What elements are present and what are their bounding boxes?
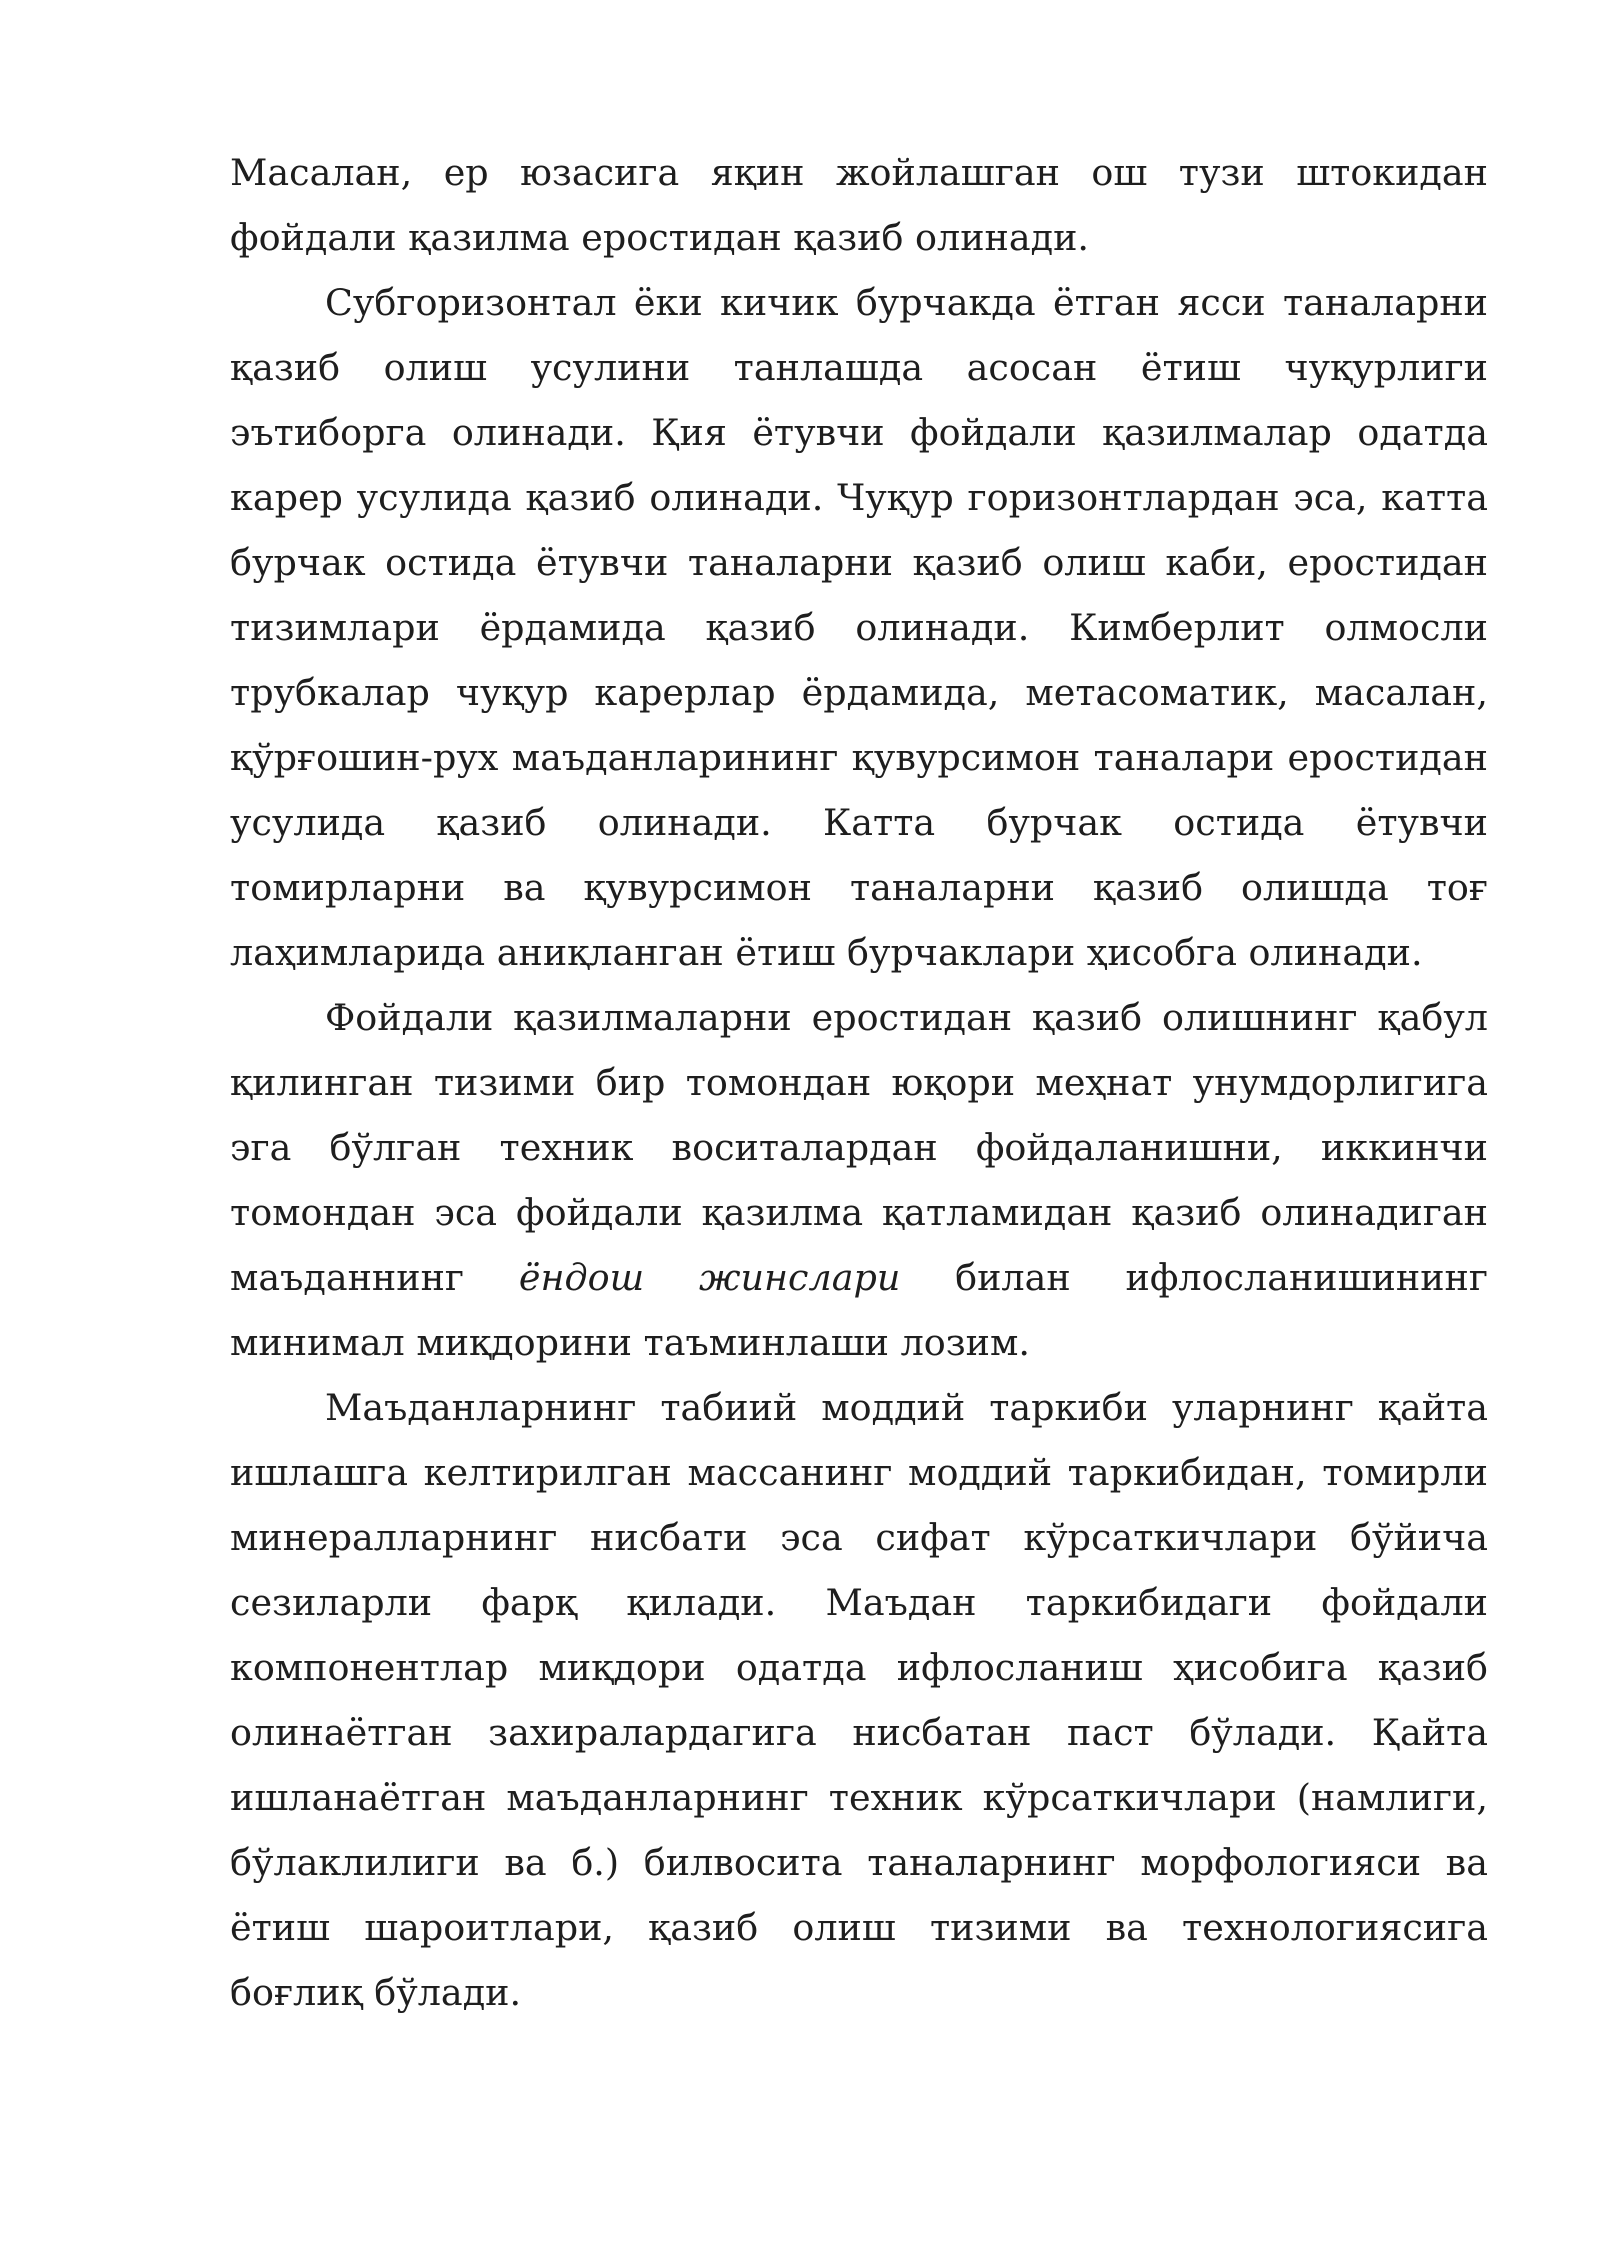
paragraph-3 <box>230 985 1488 1375</box>
paragraph-3-emphasis: ёндош жинслари <box>518 1256 901 1299</box>
paragraph-1: Масалан, ер юзасига яқин жойлашган ош тузи штокидан фойдали қазилма еростидан қазиб олинади. <box>230 151 1488 259</box>
paragraph-3-text-start: Фойдали қазилмаларни еростидан қазиб олишнинг қабул қилинган тизими бир томондан юқори меҳнат унумдорлигига эга бўлган техник воситалардан фойдаланишни, иккинчи томондан эса фойдали қазилма қатламидан қазиб олинадиган маъданнинг <box>230 996 1488 1299</box>
paragraph-3-text-end: билан ифлосланишининг минимал миқдорини таъминлаши лозим. <box>230 1256 1488 1364</box>
document-page <box>230 140 1488 2025</box>
paragraph-4: Маъданларнинг табиий моддий таркиби уларнинг қайта ишлашга келтирилган массанинг моддий таркибидан, томирли минералларнинг нисбати эса сифат кўрсаткичлари бўйича сезиларли фарқ қилади. Маъдан таркибидаги фойдали компонентлар миқдори одатда ифлосланиш ҳисобига қазиб олинаётган захиралардагига нисбатан паст бўлади. Қайта ишланаётган маъданларнинг техник кўрсаткичлари (намлиги, бўлаклилиги ва б.) билвосита таналарнинг морфологияси ва ётиш шароитлари, қазиб олиш тизими ва технологиясига боғлиқ бўлади. <box>230 1386 1488 2014</box>
paragraph-2: Субгоризонтал ёки кичик бурчакда ётган ясси таналарни қазиб олиш усулини танлашда асосан ётиш чуқурлиги эътиборга олинади. Қия ётувчи фойдали қазилмалар одатда карер усулида қазиб олинади. Чуқур горизонтлардан эса, катта бурчак остида ётувчи таналарни қазиб олиш каби, еростидан тизимлари ёрдамида қазиб олинади. Кимберлит олмосли трубкалар чуқур карерлар ёрдамида, метасоматик, масалан, қўрғошин-рух маъданларининг қувурсимон таналари еростидан усулида қазиб олинади. Катта бурчак остида ётувчи томирларни ва қувурсимон таналарни қазиб олишда тоғ лаҳимларида аниқланган ётиш бурчаклари ҳисобга олинади. <box>230 281 1488 974</box>
